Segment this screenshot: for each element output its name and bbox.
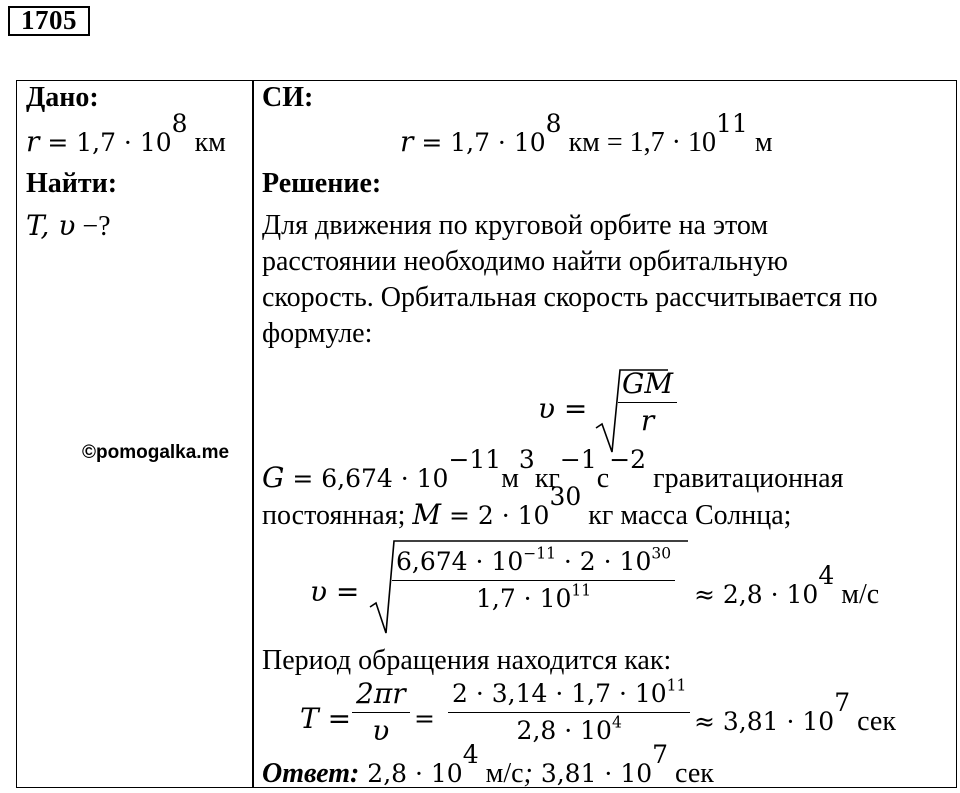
answer-period: 3,81 · 10 [532,758,653,788]
m-value: = 2 · 10 [441,500,550,530]
find-line [26,210,111,243]
gm-over-r [618,368,677,437]
unit-meter: м [501,462,519,494]
period-result: ≈ $3,81 \cdot 10^7$ сек [694,688,896,737]
velocity-fraction [392,546,675,615]
period-f2-numerator: $2 \cdot 3,14 \cdot 1,7 \cdot 10^{11}$ [448,678,690,713]
radius-value: = 1,7 · 10 [39,127,172,157]
period-calc-lhs: T = [300,702,352,735]
problem-number: 1705 [8,6,90,36]
si-conversion [400,109,773,159]
period-f2-denominator: $2,8 \cdot 10^4$ [516,713,622,745]
intro-line-3: скорость. Орбитальная скорость рассчитывается по [262,282,878,313]
radius-symbol: r [26,124,40,158]
m-exponent: 30 [549,482,582,511]
radius-unit: км [187,126,226,158]
unit-second: с [596,462,610,494]
unit-kg-exp: −1 [559,445,597,474]
period-fraction-2 [448,678,690,747]
answer-line: Ответ: $2,8 \cdot 10^4$ м/с; $3,81 \cdot 10^7$ сек [262,740,714,789]
find-question: −? [75,211,111,242]
g-value: = 6,674 · 10 [284,463,449,493]
column-divider [252,80,254,788]
unit-kg: кг [534,462,560,494]
given-heading: Дано: [26,82,99,113]
radius-exponent: 8 [171,109,188,138]
given-radius [26,109,226,159]
intro-line-1: Для движения по круговой орбите на этом [262,210,769,241]
velocity-numerator: $6,674 \cdot 10^{-11} \cdot 2 \cdot 10^{30}$ [392,546,675,581]
period-equals: = [414,704,435,733]
si-radius-symbol: r [400,124,414,158]
si-value-km: = 1,7 · 10 [413,127,546,157]
si-value-m: км = 1,7 · 10 [561,126,716,158]
intro-line-2: расстоянии необходимо найти орбитальную [262,246,788,277]
period-f1-denominator: υ [372,714,390,747]
period-fraction-1 [352,678,410,747]
answer-velocity-unit: м/с [478,757,524,789]
constant-word: постоянная; [262,499,413,531]
solution-heading: Решение: [262,168,382,199]
si-heading: СИ: [262,82,314,113]
velocity-result: ≈ $2,8 \cdot 10^4$ м/с [694,561,880,610]
gm-numerator: GM [618,368,677,403]
unit-meter-exp: 3 [518,445,535,474]
m-description: кг масса Солнца; [581,499,792,531]
answer-velocity: 2,8 · 10 [359,758,463,788]
velocity-denominator: $1,7 \cdot 10^{11}$ [475,581,592,613]
find-vars: T, υ [26,209,76,242]
period-f1-numerator: 2πr [352,678,410,713]
si-exp-m: 11 [716,109,748,138]
si-exp-km: 8 [545,109,562,138]
answer-label: Ответ: [262,757,360,789]
find-heading: Найти: [26,168,118,199]
orbital-velocity-lhs: υ = [538,392,588,425]
watermark: ©pomogalka.me [82,442,230,463]
period-text: Период обращения находится как: [262,645,672,676]
m-symbol: M [412,497,442,531]
g-description: гравитационная [646,462,844,494]
unit-second-exp: −2 [609,445,647,474]
velocity-calc-lhs: υ = [310,575,360,608]
intro-line-4: формуле: [262,318,373,349]
g-symbol: G [262,460,285,494]
answer-period-unit: сек [668,757,714,789]
g-exponent: −11 [448,445,502,474]
r-denominator: r [640,404,655,437]
si-unit: м [747,126,773,158]
sun-mass-line [262,482,792,532]
